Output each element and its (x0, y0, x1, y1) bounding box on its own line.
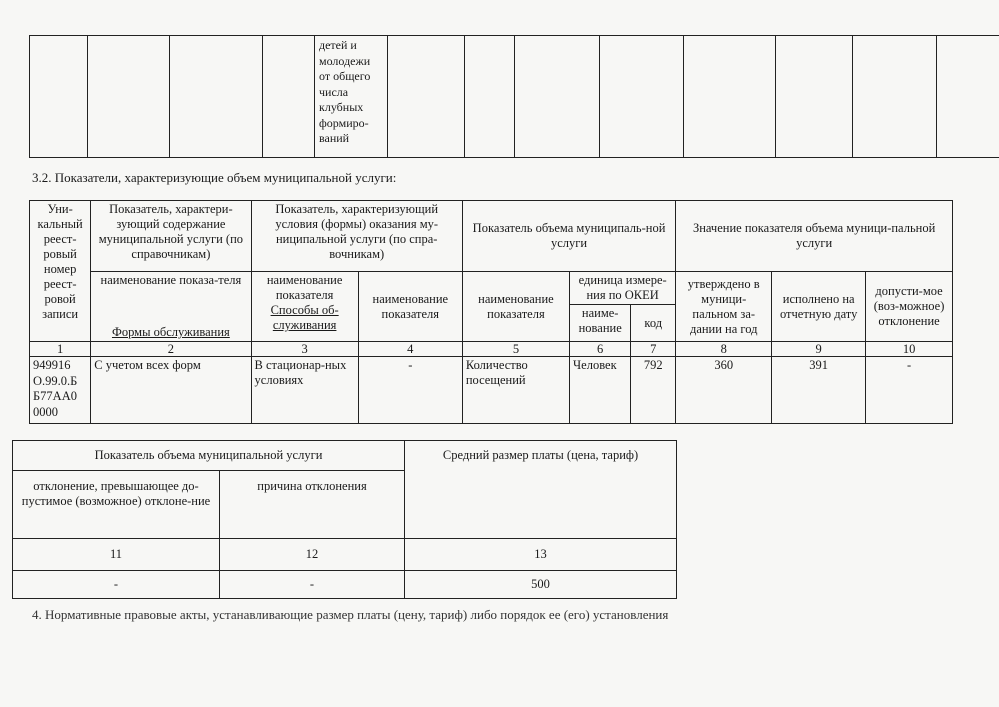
unit-name-header: наиме-нование (570, 305, 631, 342)
col-number: 3 (251, 342, 358, 357)
conditions-indicator-header: Показатель, характеризующий условия (формы) оказания му-ниципальной услуги (по спра-вочникам) (251, 201, 462, 272)
col-number: 5 (462, 342, 569, 357)
column-number-row (13, 539, 677, 571)
reason-value: - (220, 571, 405, 599)
content-value: С учетом всех форм (91, 357, 251, 424)
col-number: 1 (30, 342, 91, 357)
header-row (30, 201, 953, 272)
col-number: 4 (358, 342, 462, 357)
col-number: 8 (676, 342, 772, 357)
volume-name-header: наименование показателя (462, 272, 569, 342)
col-number: 11 (13, 539, 220, 571)
col-number: 7 (631, 342, 676, 357)
conditions-value: В стационар-ных условиях (251, 357, 358, 424)
fee-value: 500 (405, 571, 677, 599)
col-number: 2 (91, 342, 251, 357)
unique-id-header: Уни-кальный реест-ровый номер реест-ровой записи (30, 201, 91, 342)
top-partial-table (29, 35, 999, 158)
unit-name-value: Человек (570, 357, 631, 424)
subheader-row (30, 272, 953, 305)
deviation-value: - (866, 357, 953, 424)
volume-indicator-header: Показатель объема муниципаль-ной услуги (462, 201, 675, 272)
table-row (13, 571, 677, 599)
condition-name2-header: наименование показателя (358, 272, 462, 342)
registry-number: 949916 О.99.0.Б Б77АА0 0000 (30, 357, 91, 424)
col-number: 13 (405, 539, 677, 571)
fee-table (12, 440, 677, 599)
average-fee-header: Средний размер платы (цена, тариф) (405, 441, 677, 539)
deviation-header: допусти-мое (воз-можное) отклонение (866, 272, 953, 342)
col-number: 6 (570, 342, 631, 357)
col-number: 10 (866, 342, 953, 357)
excess-deviation-header: отклонение, превышающее до-пустимое (возможное) отклоне-ние (13, 471, 220, 539)
okei-unit-header: единица измере-ния по ОКЕИ (570, 272, 676, 305)
unit-code-value: 792 (631, 357, 676, 424)
volume-name-value: Количество посещений (462, 357, 569, 424)
approved-header: утверждено в муници-пальном за-дании на год (676, 272, 772, 342)
executed-value: 391 (772, 357, 866, 424)
content-name-value: Формы обслуживания (111, 325, 230, 339)
excess-value: - (13, 571, 220, 599)
table-row (30, 36, 999, 158)
section-heading-4: 4. Нормативные правовые акты, устанавливающие размер платы (цену, тариф) либо порядок ее (его) установления (32, 607, 669, 622)
section-heading-3-2: 3.2. Показатели, характеризующие объем муниципальной услуги: (32, 170, 397, 185)
indicator-fragment: детей и молодежи от общего числа клубных формиро-ваний (315, 36, 388, 158)
content-name-header: наименование показа-теля Формы обслуживания (91, 272, 251, 342)
content-indicator-header: Показатель, характери-зующий содержание муниципальной услуги (по справочникам) (91, 201, 251, 272)
column-number-row (30, 342, 953, 357)
condition-name-header: наименование показателя Способы об-служивания (251, 272, 358, 342)
volume-indicators-table (29, 200, 953, 424)
table-row (30, 357, 953, 424)
col-number: 9 (772, 342, 866, 357)
value-indicator-header: Значение показателя объема муници-пальной услуги (676, 201, 953, 272)
condition-name-value: Способы об-служивания (270, 303, 339, 332)
approved-value: 360 (676, 357, 772, 424)
header-row (13, 441, 677, 471)
conditions2-value: - (358, 357, 462, 424)
volume-indicator-header: Показатель объема муниципальной услуги (13, 441, 405, 471)
deviation-reason-header: причина отклонения (220, 471, 405, 539)
unit-code-header: код (631, 305, 676, 342)
col-number: 12 (220, 539, 405, 571)
executed-header: исполнено на отчетную дату (772, 272, 866, 342)
